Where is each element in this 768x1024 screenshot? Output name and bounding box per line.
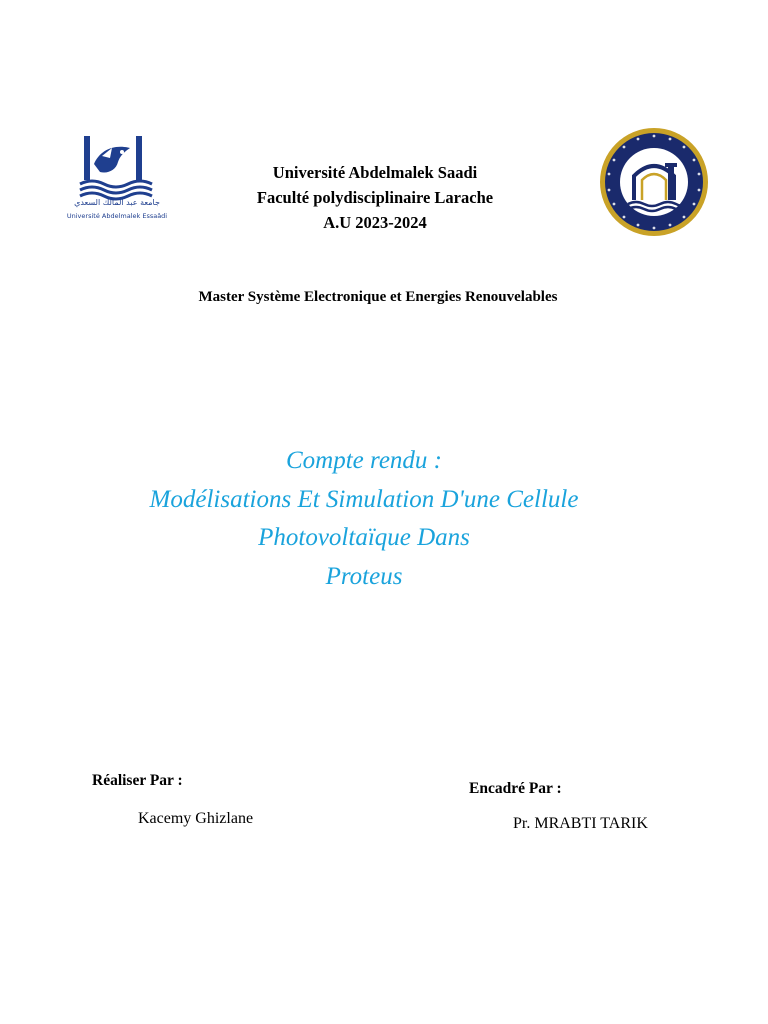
faculty-seal [598, 126, 710, 238]
report-title [84, 442, 644, 596]
program-name: Master Système Electronique et Energies Renouvelables [198, 289, 558, 305]
university-logo [66, 130, 168, 230]
title-line-3: Photovoltaïque Dans [258, 524, 470, 551]
author-name: Kacemy Ghizlane [138, 810, 254, 827]
university-latin-name: Université Abdelmalek Essaâdi [66, 212, 168, 220]
title-line-1: Compte rendu : [286, 447, 442, 474]
author-label: Réaliser Par : [92, 772, 183, 789]
supervisor-label: Encadré Par : [469, 780, 562, 797]
title-line-2: Modélisations Et Simulation D'une Cellule [149, 485, 579, 513]
university-name: Université Abdelmalek Saadi [272, 163, 478, 182]
academic-year: A.U 2023-2024 [323, 213, 427, 232]
university-arabic-name: جامعة عبد المالك السعدي [74, 198, 160, 207]
institution-header [170, 160, 580, 235]
supervisor-name: Pr. MRABTI TARIK [513, 815, 648, 832]
faculty-name: Faculté polydisciplinaire Larache [256, 188, 494, 207]
faculty-seal-icon [598, 126, 710, 238]
title-line-4: Proteus [325, 562, 403, 590]
